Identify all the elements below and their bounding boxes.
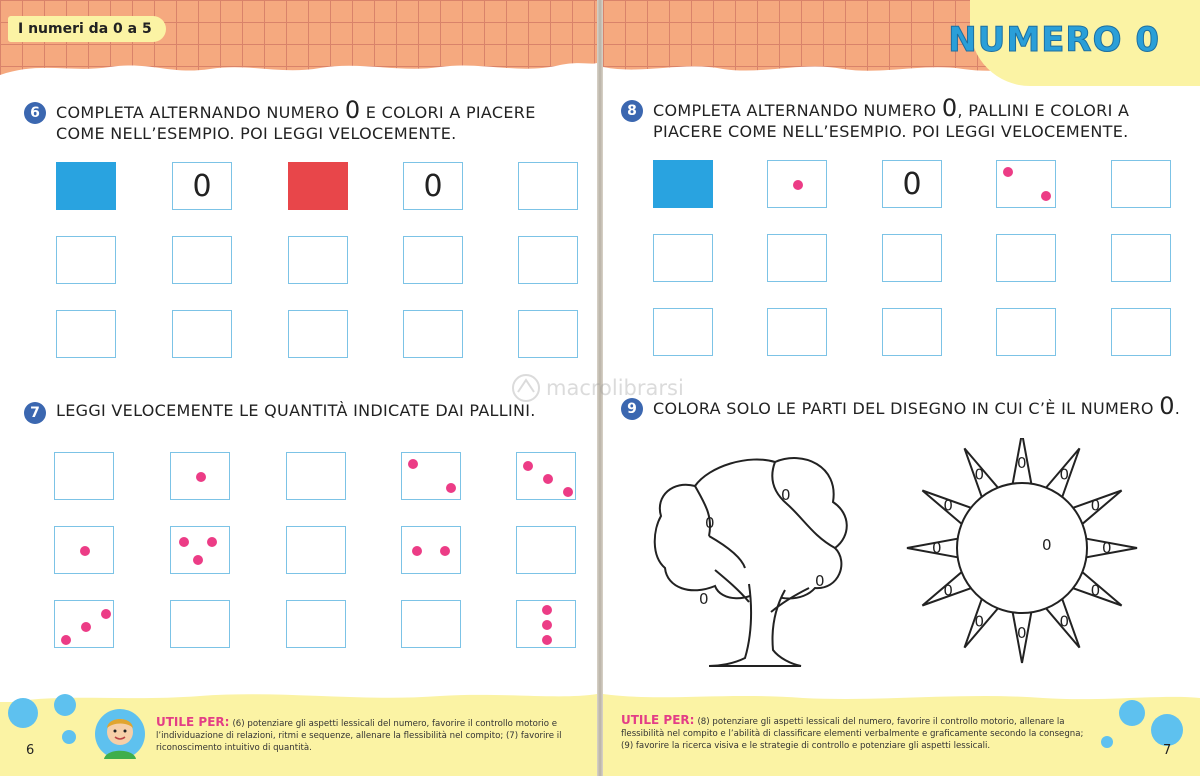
sun-ray-zero-label: 0	[1090, 581, 1101, 600]
decorative-bubble	[1101, 736, 1113, 748]
utile-per-label: UTILE PER:	[621, 713, 695, 727]
exercise-8-heading	[621, 94, 1130, 142]
dot-box[interactable]	[286, 600, 346, 648]
sun-ray-zero-label: 0	[1059, 612, 1070, 631]
answer-box[interactable]	[403, 236, 463, 284]
example-zero: 0	[423, 168, 443, 204]
dot-box[interactable]	[170, 600, 230, 648]
answer-box[interactable]	[56, 310, 116, 358]
sun-ray-zero-label: 0	[932, 539, 942, 557]
answer-box[interactable]	[403, 310, 463, 358]
pink-dot	[61, 635, 71, 645]
left-page	[0, 0, 597, 776]
dot-box[interactable]	[516, 452, 576, 500]
dot-box[interactable]	[170, 452, 230, 500]
pink-dot	[543, 474, 553, 484]
pink-dot	[412, 546, 422, 556]
answer-box[interactable]	[996, 308, 1056, 356]
child-mascot-icon	[94, 704, 146, 764]
dot-box[interactable]	[516, 600, 576, 648]
dot-box[interactable]	[286, 526, 346, 574]
sun-ray-zero-label: 0	[1102, 539, 1112, 557]
instruction-text: COLORA SOLO LE PARTI DEL DISEGNO IN CUI C’È IL NUMERO	[653, 399, 1160, 418]
watermark-text: macrolibrarsi	[546, 376, 684, 400]
answer-box[interactable]	[518, 236, 578, 284]
dot-box[interactable]	[401, 526, 461, 574]
dot-box[interactable]	[286, 452, 346, 500]
instruction-text: E COLORI A PIACERE	[360, 103, 536, 122]
pink-dot	[542, 605, 552, 615]
footer	[603, 702, 1200, 776]
dot-box[interactable]	[54, 452, 114, 500]
answer-box[interactable]	[996, 234, 1056, 282]
example-blue-box[interactable]	[653, 160, 713, 208]
decorative-bubble	[8, 698, 38, 728]
dot-box[interactable]	[54, 600, 114, 648]
answer-box[interactable]	[172, 236, 232, 284]
example-dot-box[interactable]	[767, 160, 827, 208]
pink-dot	[523, 461, 533, 471]
instruction-text: COME NELL’ESEMPIO. POI LEGGI VELOCEMENTE.	[56, 124, 457, 143]
answer-box[interactable]	[653, 308, 713, 356]
sun-ray-zero-label: 0	[974, 612, 985, 631]
pink-dot	[101, 609, 111, 619]
decorative-bubble	[62, 730, 76, 744]
answer-box[interactable]	[288, 236, 348, 284]
answer-box[interactable]	[653, 234, 713, 282]
instruction-text: COMPLETA ALTERNANDO NUMERO	[653, 101, 942, 120]
pink-dot	[207, 537, 217, 547]
tree-zero-label: 0	[705, 514, 715, 532]
sun-ray-zero-label: 0	[974, 465, 985, 484]
pink-dot	[440, 546, 450, 556]
answer-box[interactable]	[767, 308, 827, 356]
instruction-text: LEGGI VELOCEMENTE LE QUANTITÀ INDICATE DAI PALLINI.	[56, 401, 536, 420]
exercise-number-badge: 9	[621, 398, 643, 420]
answer-box[interactable]	[288, 310, 348, 358]
answer-box[interactable]	[882, 308, 942, 356]
sun-ray-zero-label: 0	[1090, 496, 1101, 515]
dot-box[interactable]	[401, 452, 461, 500]
dot-box[interactable]	[170, 526, 230, 574]
instruction-text: PIACERE COME NELL’ESEMPIO. POI LEGGI VELOCEMENTE.	[653, 122, 1129, 141]
pink-dot	[81, 622, 91, 632]
answer-box[interactable]	[1111, 308, 1171, 356]
chapter-label: I numeri da 0 a 5	[8, 16, 166, 42]
utile-per-text: (8) potenziare gli aspetti lessicali del numero, favorire il controllo motorio, allenare la flessibilità nel compito e l’abilità di classificare elementi verbalmente e graficamente secondo la consegna; (9) favorire la ricerca visiva e le strategie di controllo e potenziare gli aspetti lessicali.	[621, 717, 1084, 751]
answer-box[interactable]	[767, 234, 827, 282]
example-zero: 0	[902, 166, 922, 202]
utile-per-note	[621, 714, 1091, 752]
answer-box[interactable]	[518, 310, 578, 358]
page-number: 6	[26, 743, 35, 758]
dot-box[interactable]	[516, 526, 576, 574]
example-zero-box[interactable]	[403, 162, 463, 210]
example-zero: 0	[192, 168, 212, 204]
sun-center[interactable]	[957, 483, 1087, 613]
exercise-number-badge: 6	[24, 102, 46, 124]
sun-ray-zero-label: 0	[1017, 624, 1027, 642]
answer-box[interactable]	[1111, 160, 1171, 208]
example-zero-box[interactable]	[172, 162, 232, 210]
tree-zero-label: 0	[781, 486, 791, 504]
pink-dot	[1041, 191, 1051, 201]
wave-edge	[0, 53, 597, 83]
sun-drawing[interactable]	[897, 438, 1147, 670]
pink-dot	[196, 472, 206, 482]
pink-dot	[80, 546, 90, 556]
pink-dot	[1003, 167, 1013, 177]
answer-box[interactable]	[518, 162, 578, 210]
pink-dot	[179, 537, 189, 547]
pink-dot	[542, 620, 552, 630]
answer-box[interactable]	[882, 234, 942, 282]
exercise-7-heading	[24, 400, 536, 424]
exercise-number-badge: 7	[24, 402, 46, 424]
pink-dot	[408, 459, 418, 469]
pink-dot	[542, 635, 552, 645]
answer-box[interactable]	[1111, 234, 1171, 282]
sun-center-zero-label: 0	[1042, 536, 1052, 554]
tree-zero-label: 0	[699, 590, 709, 608]
sun-ray-zero-label: 0	[1017, 454, 1027, 472]
instruction-zero: 0	[1159, 392, 1175, 420]
pink-dot	[446, 483, 456, 493]
pink-dot	[563, 487, 573, 497]
example-zero-box[interactable]	[882, 160, 942, 208]
utile-per-text: (6) potenziare gli aspetti lessicali del numero, favorire il controllo motorio e l’individuazione di relazioni, ritmi e sequenze, allenare la flessibilità nel compito; (7) favorire il riconoscimento intuitivo di quantità.	[156, 719, 562, 753]
instruction-zero: 0	[941, 94, 958, 122]
decorative-bubble	[1119, 700, 1145, 726]
pink-dot	[793, 180, 803, 190]
tree-zero-label: 0	[815, 572, 825, 590]
example-blue-box[interactable]	[56, 162, 116, 210]
instruction-zero: 0	[344, 96, 361, 124]
answer-box[interactable]	[56, 236, 116, 284]
tree-drawing[interactable]	[653, 452, 863, 672]
utile-per-note	[156, 716, 576, 754]
dot-box[interactable]	[54, 526, 114, 574]
answer-box[interactable]	[172, 310, 232, 358]
page-number: 7	[1163, 743, 1172, 758]
instruction-text: , PALLINI E COLORI A	[957, 101, 1130, 120]
footer	[0, 702, 597, 776]
sun-ray[interactable]	[1086, 539, 1137, 558]
instruction-text: COMPLETA ALTERNANDO NUMERO	[56, 103, 345, 122]
sun-ray-zero-label: 0	[1059, 465, 1070, 484]
instruction-text: .	[1174, 399, 1181, 418]
utile-per-label: UTILE PER:	[156, 715, 230, 729]
watermark	[510, 370, 700, 406]
exercise-9-heading	[621, 392, 1181, 420]
example-red-box[interactable]	[288, 162, 348, 210]
sun-ray-zero-label: 0	[943, 581, 953, 600]
exercise-number-badge: 8	[621, 100, 643, 122]
sun-ray-zero-label: 0	[943, 496, 953, 515]
dot-box[interactable]	[401, 600, 461, 648]
page-title: NUMERO 0	[948, 20, 1160, 60]
exercise-6-heading	[24, 96, 536, 144]
decorative-bubble	[54, 694, 76, 716]
example-dot-box[interactable]	[996, 160, 1056, 208]
pink-dot	[193, 555, 203, 565]
decorative-bubble	[1151, 714, 1183, 746]
